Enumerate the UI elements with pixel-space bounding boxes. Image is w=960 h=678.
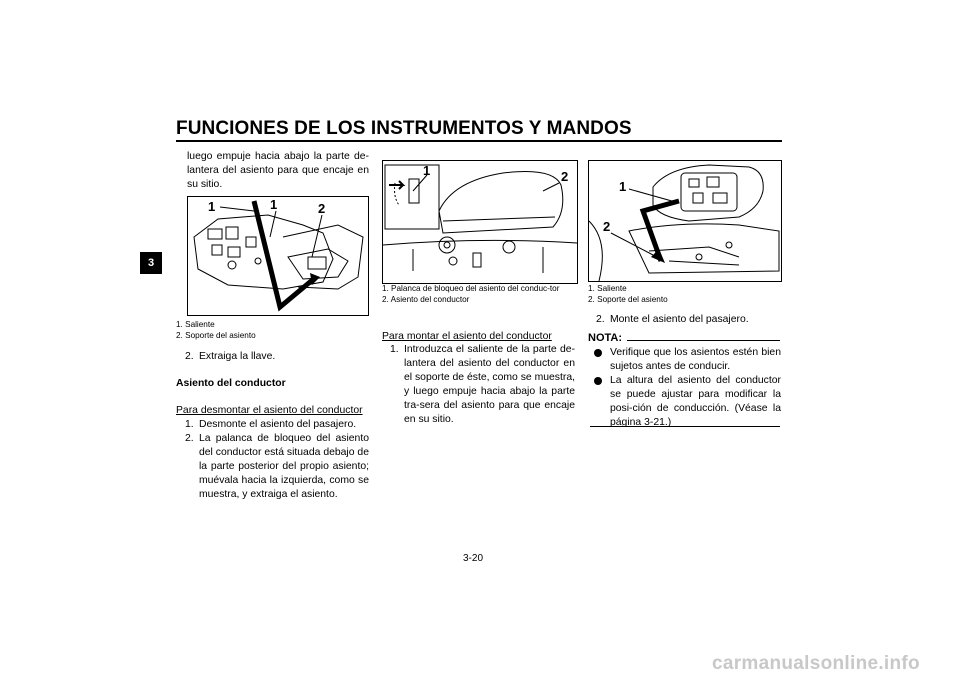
step-text: Extraiga la llave. — [199, 351, 276, 362]
bullet-icon — [594, 349, 602, 357]
bullet-icon — [594, 377, 602, 385]
install-steps-list — [390, 343, 575, 427]
figure2-label-1: 1 — [423, 163, 431, 178]
step-text: Desmonte el asiento del pasajero. — [199, 419, 357, 430]
caption-item: 1. Saliente — [176, 320, 215, 329]
caption-item: Palanca de bloqueo del asiento del conduc-tor — [391, 284, 560, 293]
figure2-captions — [382, 283, 576, 305]
figure1-label-1b: 1 — [270, 197, 278, 212]
nota-end-rule — [590, 426, 780, 427]
step-text: Introduzca el saliente de la parte de-lantera del asiento del conductor en el soporte de éste, como se muestra, y luego empuje hacia abajo la parte tra-sera del asiento para que encaje en su sitio. — [404, 344, 575, 425]
page-number: 3-20 — [463, 553, 484, 564]
figure1-captions — [176, 319, 366, 341]
figure3-label-1: 1 — [619, 179, 627, 194]
list-item — [390, 343, 575, 427]
caption-item: 2. Soporte del asiento — [176, 331, 256, 340]
section-heading-rider-seat: Asiento del conductor — [176, 378, 286, 389]
figure3-label-2: 2 — [603, 219, 611, 234]
step-number: 1. — [390, 344, 399, 355]
passenger-seat-illustration — [187, 196, 369, 316]
subheading-install-rider-seat: Para montar el asiento del conductor — [382, 331, 552, 342]
nota-rule — [627, 340, 780, 341]
intro-paragraph: luego empuje hacia abajo la parte de-lantera del asiento para que encaje en su sitio. — [187, 151, 369, 190]
remove-steps-list — [185, 418, 369, 502]
figure1-label-2: 2 — [318, 201, 326, 216]
subheading-remove-rider-seat: Para desmontar el asiento del conductor — [176, 405, 363, 416]
nota-bullets — [592, 346, 781, 430]
step-install-passenger-seat — [596, 313, 781, 327]
list-item — [185, 418, 369, 432]
caption-number: 1. — [382, 284, 389, 293]
rider-seat-illustration — [382, 160, 578, 284]
caption-item: 2. Asiento del conductor — [382, 295, 470, 304]
list-item — [185, 432, 369, 502]
list-item — [592, 374, 781, 430]
bullet-text: La altura del asiento del conductor se puede ajustar para modificar la posi-ción de conducción. (Véase la página 3-21.) — [610, 375, 781, 428]
step-number: 2. — [596, 314, 605, 325]
step-number: 2. — [185, 351, 194, 362]
caption-item: 1. Saliente — [588, 284, 627, 293]
header-rule — [176, 140, 782, 142]
step-remove-key — [185, 350, 370, 364]
step-text: Monte el asiento del pasajero. — [610, 314, 749, 325]
figure3-captions — [588, 283, 780, 305]
page-title: FUNCIONES DE LOS INSTRUMENTOS Y MANDOS — [176, 118, 632, 139]
nota-label: NOTA: — [588, 332, 623, 344]
watermark: carmanualsonline.info — [712, 653, 920, 674]
step-text: La palanca de bloqueo del asiento del conductor está situada debajo de la parte posterior del propio asiento; muévala hacia la izquierda, como se muestra, y extraiga el asiento. — [199, 433, 369, 500]
step-number: 1. — [185, 419, 194, 430]
list-item — [592, 346, 781, 374]
section-tab: 3 — [140, 252, 162, 274]
figure2-label-2: 2 — [561, 169, 569, 184]
bullet-text: Verifique que los asientos estén bien sujetos antes de conducir. — [610, 347, 781, 372]
caption-item: 2. Soporte del asiento — [588, 295, 668, 304]
passenger-seat-install-illustration — [588, 160, 782, 282]
figure1-label-1a: 1 — [208, 199, 216, 214]
step-number: 2. — [185, 433, 194, 444]
